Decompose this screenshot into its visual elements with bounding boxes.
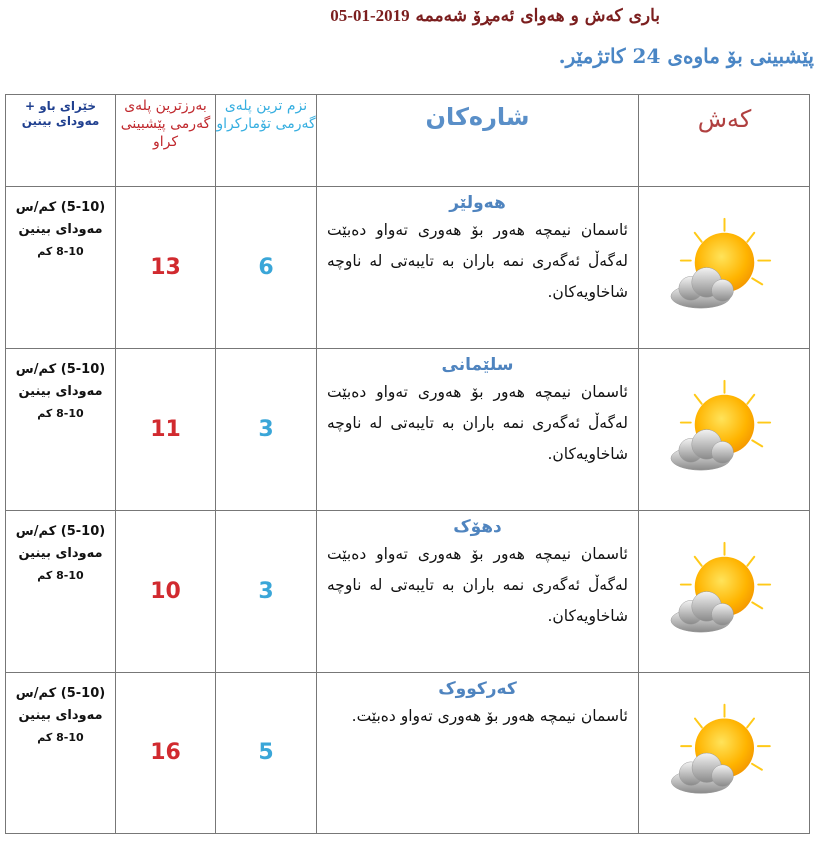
city-cell — [317, 349, 639, 511]
min-temp: 5 — [216, 673, 317, 833]
col-header-max-temp: بەرزترین پلەی گەرمی پێشبینی کراو — [116, 95, 216, 187]
min-temp: 3 — [216, 349, 317, 511]
weather-icon-cell — [639, 187, 810, 349]
report-subtitle: پێشبینی بۆ ماوەی 24 کاتژمێر. — [558, 44, 814, 68]
col-header-wind: خێرای باو + مەودای بینین — [6, 95, 116, 187]
max-temp: 16 — [116, 673, 216, 833]
partly-cloudy-sun-icon-graphic — [645, 367, 804, 492]
wind-speed: (5-10) کم/س — [15, 524, 106, 539]
city-cell — [317, 187, 639, 349]
visibility-label: مەودای بینین — [18, 222, 103, 237]
weather-description: ئاسمان نیمچە هەور بۆ هەوری تەواو دەبێت لەگەڵ ئەگەری نمە باران بە تایبەتی لە ناوچە شاخاویەکان. — [327, 221, 628, 301]
partly-cloudy-sun-icon — [645, 529, 804, 654]
weather-description: ئاسمان نیمچە هەور بۆ هەوری تەواو دەبێت لەگەڵ ئەگەری نمە باران بە تایبەتی لە ناوچە شاخاویەکان. — [327, 545, 628, 625]
visibility-label: مەودای بینین — [18, 384, 103, 399]
partly-cloudy-sun-icon-graphic — [645, 205, 804, 330]
partly-cloudy-sun-icon-graphic — [645, 691, 804, 815]
partly-cloudy-sun-icon-graphic — [645, 529, 804, 654]
partly-cloudy-sun-icon — [645, 205, 804, 330]
city-name: کەرکووک — [438, 679, 517, 699]
visibility-value: 8-10 کم — [37, 407, 84, 420]
visibility-value: 8-10 کم — [37, 569, 84, 582]
report-title — [318, 6, 660, 26]
col-header-weather: کەش — [639, 95, 810, 187]
max-temp: 13 — [116, 187, 216, 349]
wind-speed: (5-10) کم/س — [15, 686, 106, 701]
weather-description: ئاسمان نیمچە هەور بۆ هەوری تەواو دەبێت. — [351, 707, 628, 725]
visibility-value: 8-10 کم — [37, 245, 84, 258]
col-header-city: شارەکان — [317, 95, 639, 187]
max-temp: 10 — [116, 511, 216, 673]
wind-speed: (5-10) کم/س — [15, 200, 106, 215]
report-date: 2019-01-05 — [330, 6, 410, 25]
city-name: هەولێر — [449, 193, 506, 213]
col-header-min-temp: نزم ترین پلەی گەرمی تۆمارکراو — [216, 95, 317, 187]
partly-cloudy-sun-icon — [645, 691, 804, 815]
city-name: دهۆک — [453, 517, 502, 537]
weather-description: ئاسمان نیمچە هەور بۆ هەوری تەواو دەبێت لەگەڵ ئەگەری نمە باران بە تایبەتی لە ناوچە شاخاویەکان. — [327, 383, 628, 463]
city-name: سلێمانی — [441, 355, 514, 375]
visibility-value: 8-10 کم — [37, 731, 84, 744]
min-temp: 6 — [216, 187, 317, 349]
row-wind-cell — [6, 187, 116, 349]
row-wind-cell — [6, 511, 116, 673]
min-temp: 3 — [216, 511, 317, 673]
city-cell — [317, 511, 639, 673]
city-cell — [317, 673, 639, 833]
row-wind-cell — [6, 673, 116, 833]
forecast-table — [5, 94, 810, 834]
max-temp: 11 — [116, 349, 216, 511]
report-title-text: باری کەش و هەوای ئەمڕۆ شەممە — [415, 6, 660, 26]
row-wind-cell — [6, 349, 116, 511]
visibility-label: مەودای بینین — [18, 708, 103, 723]
visibility-label: مەودای بینین — [18, 546, 103, 561]
weather-icon-cell — [639, 673, 810, 833]
weather-icon-cell — [639, 511, 810, 673]
partly-cloudy-sun-icon — [645, 367, 804, 492]
weather-icon-cell — [639, 349, 810, 511]
wind-speed: (5-10) کم/س — [15, 362, 106, 377]
